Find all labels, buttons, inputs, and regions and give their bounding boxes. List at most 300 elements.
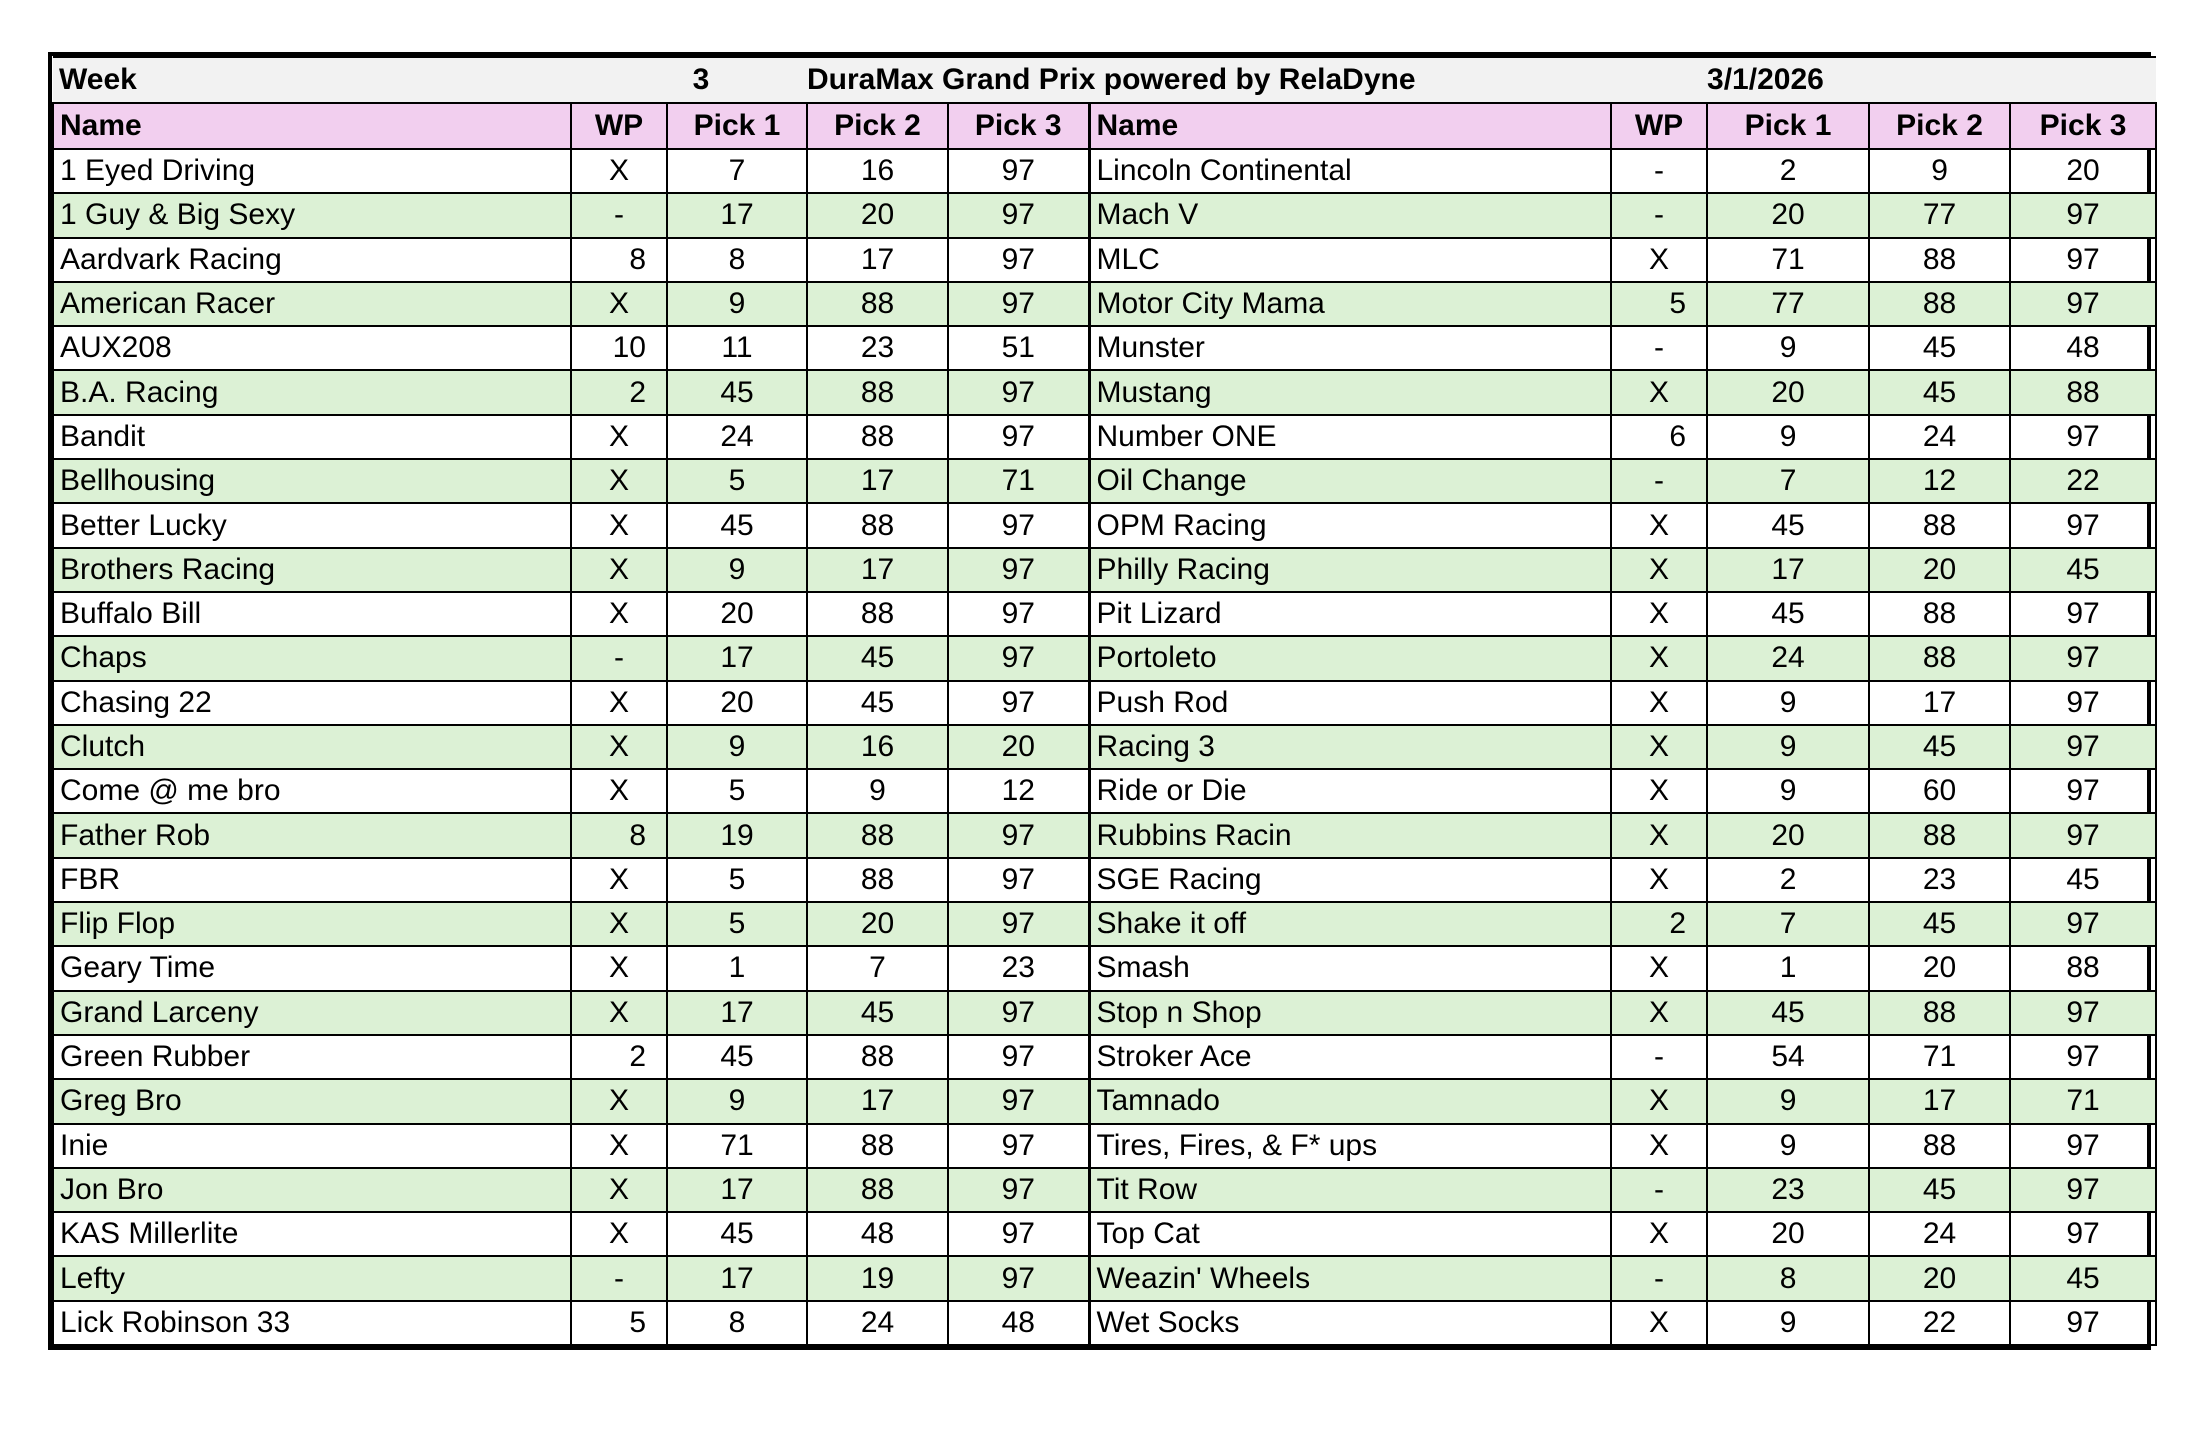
- pick1-cell: 9: [1707, 326, 1869, 370]
- wp-cell: X: [1611, 681, 1707, 725]
- wp-cell: X: [571, 681, 667, 725]
- pick2-cell: 45: [807, 636, 948, 680]
- pick3-cell: 45: [2010, 858, 2156, 902]
- pick1-cell: 17: [1707, 548, 1869, 592]
- wp-cell: X: [1611, 548, 1707, 592]
- table-row: [53, 503, 2156, 547]
- pick1-cell: 9: [667, 282, 807, 326]
- table-row: [53, 813, 2156, 857]
- pick3-cell: 97: [948, 991, 1089, 1035]
- pick2-cell: 88: [807, 858, 948, 902]
- picks-spreadsheet: [48, 52, 2151, 1350]
- team-name: Portoleto: [1089, 636, 1611, 680]
- pick1-cell: 24: [667, 415, 807, 459]
- pick2-cell: 88: [807, 370, 948, 414]
- pick1-cell: 54: [1707, 1035, 1869, 1079]
- pick3-cell: 97: [2010, 238, 2156, 282]
- team-name: Tamnado: [1089, 1079, 1611, 1123]
- pick1-cell: 20: [1707, 813, 1869, 857]
- pick3-cell: 88: [2010, 946, 2156, 990]
- pick1-cell: 20: [667, 681, 807, 725]
- pick2-cell: 77: [1869, 193, 2010, 237]
- team-name: Chasing 22: [53, 681, 571, 725]
- table-row: [53, 592, 2156, 636]
- pick2-cell: 20: [1869, 946, 2010, 990]
- team-name: Ride or Die: [1089, 769, 1611, 813]
- pick2-cell: 88: [1869, 282, 2010, 326]
- pick3-cell: 97: [2010, 503, 2156, 547]
- pick3-cell: 97: [948, 238, 1089, 282]
- team-name: Top Cat: [1089, 1212, 1611, 1256]
- table-row: [53, 1035, 2156, 1079]
- wp-cell: 8: [571, 238, 667, 282]
- pick1-cell: 9: [1707, 415, 1869, 459]
- wp-cell: X: [1611, 769, 1707, 813]
- pick2-cell: 17: [807, 548, 948, 592]
- wp-cell: X: [1611, 858, 1707, 902]
- team-name: Buffalo Bill: [53, 592, 571, 636]
- team-name: Grand Larceny: [53, 991, 571, 1035]
- wp-cell: 5: [571, 1301, 667, 1345]
- pick1-cell: 20: [1707, 193, 1869, 237]
- pick1-cell: 17: [667, 1168, 807, 1212]
- wp-cell: X: [571, 725, 667, 769]
- pick3-cell: 97: [948, 282, 1089, 326]
- pick3-cell: 45: [2010, 1256, 2156, 1300]
- wp-cell: X: [571, 946, 667, 990]
- team-name: Mustang: [1089, 370, 1611, 414]
- pick2-cell: 20: [807, 902, 948, 946]
- wp-cell: X: [1611, 813, 1707, 857]
- pick3-cell: 97: [948, 1212, 1089, 1256]
- wp-cell: -: [1611, 1168, 1707, 1212]
- table-row: [53, 902, 2156, 946]
- pick3-cell: 97: [948, 193, 1089, 237]
- pick3-cell: 88: [2010, 370, 2156, 414]
- pick3-cell: 20: [2010, 149, 2156, 193]
- wp-cell: X: [571, 858, 667, 902]
- team-name: Lick Robinson 33: [53, 1301, 571, 1345]
- team-name: Smash: [1089, 946, 1611, 990]
- pick1-cell: 45: [667, 503, 807, 547]
- pick1-cell: 5: [667, 902, 807, 946]
- pick2-cell: 71: [1869, 1035, 2010, 1079]
- pick2-cell: 45: [1869, 370, 2010, 414]
- pick1-cell: 20: [1707, 1212, 1869, 1256]
- wp-cell: X: [571, 902, 667, 946]
- wp-cell: X: [1611, 1301, 1707, 1345]
- pick3-cell: 97: [948, 592, 1089, 636]
- wp-cell: X: [571, 503, 667, 547]
- pick1-cell: 5: [667, 858, 807, 902]
- wp-cell: -: [571, 1256, 667, 1300]
- pick3-cell: 48: [948, 1301, 1089, 1345]
- pick2-cell: 23: [807, 326, 948, 370]
- pick3-cell: 97: [948, 1124, 1089, 1168]
- wp-cell: 2: [1611, 902, 1707, 946]
- pick2-cell: 88: [1869, 813, 2010, 857]
- pick1-cell: 45: [1707, 592, 1869, 636]
- pick3-cell: 97: [948, 1079, 1089, 1123]
- table-row: [53, 282, 2156, 326]
- pick3-cell: 97: [2010, 902, 2156, 946]
- pick2-cell: 23: [1869, 858, 2010, 902]
- table-row: [53, 946, 2156, 990]
- pick1-cell: 9: [1707, 681, 1869, 725]
- team-name: American Racer: [53, 282, 571, 326]
- team-name: Stop n Shop: [1089, 991, 1611, 1035]
- team-name: Greg Bro: [53, 1079, 571, 1123]
- header-wp-right: WP: [1611, 103, 1707, 149]
- pick2-cell: 17: [1869, 1079, 2010, 1123]
- pick2-cell: 45: [1869, 326, 2010, 370]
- pick1-cell: 24: [1707, 636, 1869, 680]
- pick3-cell: 97: [948, 1256, 1089, 1300]
- wp-cell: -: [571, 193, 667, 237]
- pick3-cell: 97: [2010, 1301, 2156, 1345]
- wp-cell: X: [1611, 725, 1707, 769]
- pick1-cell: 45: [667, 1212, 807, 1256]
- team-name: 1 Eyed Driving: [53, 149, 571, 193]
- team-name: Rubbins Racin: [1089, 813, 1611, 857]
- pick2-cell: 60: [1869, 769, 2010, 813]
- team-name: Chaps: [53, 636, 571, 680]
- pick1-cell: 1: [667, 946, 807, 990]
- pick1-cell: 5: [667, 769, 807, 813]
- pick1-cell: 45: [667, 370, 807, 414]
- table-row: [53, 1124, 2156, 1168]
- team-name: B.A. Racing: [53, 370, 571, 414]
- pick1-cell: 2: [1707, 149, 1869, 193]
- table-row: [53, 1256, 2156, 1300]
- pick2-cell: 88: [807, 282, 948, 326]
- pick1-cell: 17: [667, 636, 807, 680]
- pick3-cell: 97: [948, 902, 1089, 946]
- header-pick2-right: Pick 2: [1869, 103, 2010, 149]
- pick2-cell: 45: [1869, 902, 2010, 946]
- pick1-cell: 71: [1707, 238, 1869, 282]
- table-row: [53, 681, 2156, 725]
- team-name: Flip Flop: [53, 902, 571, 946]
- team-name: Munster: [1089, 326, 1611, 370]
- header-wp-left: WP: [571, 103, 667, 149]
- pick1-cell: 9: [1707, 769, 1869, 813]
- team-name: Tires, Fires, & F* ups: [1089, 1124, 1611, 1168]
- pick3-cell: 12: [948, 769, 1089, 813]
- title-row: [53, 57, 2156, 103]
- pick1-cell: 9: [667, 725, 807, 769]
- pick2-cell: 88: [807, 503, 948, 547]
- event-date: 3/1/2026: [1707, 57, 2156, 103]
- pick2-cell: 88: [807, 1035, 948, 1079]
- pick1-cell: 45: [1707, 991, 1869, 1035]
- pick2-cell: 9: [807, 769, 948, 813]
- wp-cell: X: [571, 1124, 667, 1168]
- pick2-cell: 88: [1869, 592, 2010, 636]
- pick1-cell: 9: [1707, 1301, 1869, 1345]
- pick1-cell: 5: [667, 459, 807, 503]
- pick2-cell: 24: [1869, 415, 2010, 459]
- header-pick1-right: Pick 1: [1707, 103, 1869, 149]
- pick2-cell: 16: [807, 149, 948, 193]
- pick2-cell: 17: [807, 238, 948, 282]
- pick3-cell: 97: [2010, 725, 2156, 769]
- table-row: [53, 149, 2156, 193]
- team-name: Brothers Racing: [53, 548, 571, 592]
- pick3-cell: 97: [948, 415, 1089, 459]
- pick1-cell: 71: [667, 1124, 807, 1168]
- pick1-cell: 19: [667, 813, 807, 857]
- pick3-cell: 71: [2010, 1079, 2156, 1123]
- wp-cell: X: [1611, 592, 1707, 636]
- table-row: [53, 370, 2156, 414]
- table-row: [53, 326, 2156, 370]
- pick2-cell: 9: [1869, 149, 2010, 193]
- table-row: [53, 858, 2156, 902]
- team-name: Number ONE: [1089, 415, 1611, 459]
- pick3-cell: 97: [948, 548, 1089, 592]
- pick3-cell: 97: [948, 681, 1089, 725]
- pick3-cell: 97: [948, 1035, 1089, 1079]
- wp-cell: X: [1611, 1212, 1707, 1256]
- pick1-cell: 11: [667, 326, 807, 370]
- pick1-cell: 45: [1707, 503, 1869, 547]
- pick1-cell: 9: [667, 548, 807, 592]
- pick2-cell: 45: [1869, 725, 2010, 769]
- pick2-cell: 20: [807, 193, 948, 237]
- pick3-cell: 97: [2010, 1212, 2156, 1256]
- pick1-cell: 9: [667, 1079, 807, 1123]
- wp-cell: X: [571, 592, 667, 636]
- pick2-cell: 88: [807, 813, 948, 857]
- table-row: [53, 459, 2156, 503]
- table-row: [53, 193, 2156, 237]
- team-name: SGE Racing: [1089, 858, 1611, 902]
- table-row: [53, 415, 2156, 459]
- pick1-cell: 8: [1707, 1256, 1869, 1300]
- team-name: Tit Row: [1089, 1168, 1611, 1212]
- wp-cell: X: [571, 149, 667, 193]
- pick1-cell: 17: [667, 193, 807, 237]
- pick2-cell: 17: [807, 1079, 948, 1123]
- pick1-cell: 1: [1707, 946, 1869, 990]
- wp-cell: -: [571, 636, 667, 680]
- wp-cell: X: [571, 282, 667, 326]
- pick2-cell: 88: [807, 592, 948, 636]
- wp-cell: X: [571, 548, 667, 592]
- pick2-cell: 12: [1869, 459, 2010, 503]
- header-pick3-right: Pick 3: [2010, 103, 2156, 149]
- pick2-cell: 24: [807, 1301, 948, 1345]
- team-name: Lefty: [53, 1256, 571, 1300]
- pick3-cell: 97: [948, 858, 1089, 902]
- pick3-cell: 97: [2010, 193, 2156, 237]
- pick3-cell: 97: [948, 149, 1089, 193]
- week-number: 3: [571, 57, 807, 103]
- pick3-cell: 97: [948, 636, 1089, 680]
- wp-cell: 8: [571, 813, 667, 857]
- team-name: Mach V: [1089, 193, 1611, 237]
- wp-cell: -: [1611, 149, 1707, 193]
- pick1-cell: 23: [1707, 1168, 1869, 1212]
- header-pick3-left: Pick 3: [948, 103, 1089, 149]
- pick2-cell: 88: [1869, 991, 2010, 1035]
- wp-cell: X: [1611, 636, 1707, 680]
- wp-cell: 5: [1611, 282, 1707, 326]
- team-name: OPM Racing: [1089, 503, 1611, 547]
- pick2-cell: 20: [1869, 548, 2010, 592]
- wp-cell: X: [571, 991, 667, 1035]
- pick2-cell: 45: [807, 991, 948, 1035]
- wp-cell: 6: [1611, 415, 1707, 459]
- pick2-cell: 88: [1869, 238, 2010, 282]
- pick2-cell: 88: [1869, 503, 2010, 547]
- pick3-cell: 97: [2010, 282, 2156, 326]
- pick2-cell: 88: [1869, 1124, 2010, 1168]
- wp-cell: X: [1611, 370, 1707, 414]
- pick2-cell: 22: [1869, 1301, 2010, 1345]
- pick3-cell: 97: [2010, 592, 2156, 636]
- table-row: [53, 1212, 2156, 1256]
- team-name: Push Rod: [1089, 681, 1611, 725]
- pick1-cell: 9: [1707, 725, 1869, 769]
- table-row: [53, 991, 2156, 1035]
- wp-cell: X: [571, 1212, 667, 1256]
- team-name: Oil Change: [1089, 459, 1611, 503]
- wp-cell: -: [1611, 459, 1707, 503]
- pick1-cell: 7: [1707, 459, 1869, 503]
- wp-cell: X: [571, 1168, 667, 1212]
- wp-cell: X: [1611, 1124, 1707, 1168]
- pick2-cell: 17: [807, 459, 948, 503]
- team-name: Inie: [53, 1124, 571, 1168]
- wp-cell: X: [571, 459, 667, 503]
- team-name: Father Rob: [53, 813, 571, 857]
- pick2-cell: 17: [1869, 681, 2010, 725]
- pick1-cell: 8: [667, 1301, 807, 1345]
- pick3-cell: 97: [948, 503, 1089, 547]
- wp-cell: -: [1611, 1256, 1707, 1300]
- team-name: Bellhousing: [53, 459, 571, 503]
- pick1-cell: 77: [1707, 282, 1869, 326]
- team-name: Philly Racing: [1089, 548, 1611, 592]
- pick3-cell: 20: [948, 725, 1089, 769]
- table-row: [53, 1301, 2156, 1345]
- team-name: Pit Lizard: [1089, 592, 1611, 636]
- team-name: FBR: [53, 858, 571, 902]
- team-name: Racing 3: [1089, 725, 1611, 769]
- team-name: Stroker Ace: [1089, 1035, 1611, 1079]
- event-title: DuraMax Grand Prix powered by RelaDyne: [807, 57, 1707, 103]
- wp-cell: X: [571, 415, 667, 459]
- wp-cell: X: [1611, 991, 1707, 1035]
- pick2-cell: 88: [807, 415, 948, 459]
- team-name: Better Lucky: [53, 503, 571, 547]
- pick3-cell: 97: [2010, 681, 2156, 725]
- team-name: Weazin' Wheels: [1089, 1256, 1611, 1300]
- pick3-cell: 51: [948, 326, 1089, 370]
- wp-cell: X: [1611, 503, 1707, 547]
- team-name: Shake it off: [1089, 902, 1611, 946]
- week-label: Week: [53, 57, 571, 103]
- wp-cell: X: [1611, 946, 1707, 990]
- pick2-cell: 88: [807, 1124, 948, 1168]
- picks-table: [52, 56, 2157, 1346]
- pick1-cell: 45: [667, 1035, 807, 1079]
- pick3-cell: 45: [2010, 548, 2156, 592]
- pick1-cell: 20: [1707, 370, 1869, 414]
- wp-cell: -: [1611, 193, 1707, 237]
- pick2-cell: 7: [807, 946, 948, 990]
- team-name: Geary Time: [53, 946, 571, 990]
- pick1-cell: 9: [1707, 1124, 1869, 1168]
- pick1-cell: 17: [667, 991, 807, 1035]
- wp-cell: X: [1611, 238, 1707, 282]
- header-name-left: Name: [53, 103, 571, 149]
- pick1-cell: 9: [1707, 1079, 1869, 1123]
- table-row: [53, 636, 2156, 680]
- pick2-cell: 88: [1869, 636, 2010, 680]
- pick3-cell: 97: [2010, 769, 2156, 813]
- pick3-cell: 23: [948, 946, 1089, 990]
- wp-cell: X: [571, 1079, 667, 1123]
- team-name: KAS Millerlite: [53, 1212, 571, 1256]
- team-name: MLC: [1089, 238, 1611, 282]
- wp-cell: -: [1611, 1035, 1707, 1079]
- team-name: Lincoln Continental: [1089, 149, 1611, 193]
- header-row: [53, 103, 2156, 149]
- pick3-cell: 71: [948, 459, 1089, 503]
- pick1-cell: 17: [667, 1256, 807, 1300]
- team-name: Wet Socks: [1089, 1301, 1611, 1345]
- pick2-cell: 88: [807, 1168, 948, 1212]
- pick2-cell: 19: [807, 1256, 948, 1300]
- team-name: 1 Guy & Big Sexy: [53, 193, 571, 237]
- wp-cell: 2: [571, 370, 667, 414]
- pick2-cell: 16: [807, 725, 948, 769]
- pick3-cell: 97: [948, 813, 1089, 857]
- pick2-cell: 20: [1869, 1256, 2010, 1300]
- team-name: AUX208: [53, 326, 571, 370]
- pick3-cell: 22: [2010, 459, 2156, 503]
- wp-cell: 10: [571, 326, 667, 370]
- header-name-right: Name: [1089, 103, 1611, 149]
- wp-cell: -: [1611, 326, 1707, 370]
- pick3-cell: 97: [2010, 1124, 2156, 1168]
- pick3-cell: 97: [2010, 813, 2156, 857]
- table-row: [53, 238, 2156, 282]
- team-name: Green Rubber: [53, 1035, 571, 1079]
- pick2-cell: 24: [1869, 1212, 2010, 1256]
- pick3-cell: 97: [2010, 1168, 2156, 1212]
- header-pick1-left: Pick 1: [667, 103, 807, 149]
- team-name: Come @ me bro: [53, 769, 571, 813]
- pick3-cell: 97: [948, 1168, 1089, 1212]
- pick2-cell: 45: [807, 681, 948, 725]
- team-name: Aardvark Racing: [53, 238, 571, 282]
- pick1-cell: 20: [667, 592, 807, 636]
- table-row: [53, 548, 2156, 592]
- pick1-cell: 2: [1707, 858, 1869, 902]
- table-row: [53, 725, 2156, 769]
- pick3-cell: 97: [2010, 991, 2156, 1035]
- pick3-cell: 97: [2010, 1035, 2156, 1079]
- table-row: [53, 1079, 2156, 1123]
- pick2-cell: 45: [1869, 1168, 2010, 1212]
- pick3-cell: 97: [2010, 415, 2156, 459]
- pick1-cell: 8: [667, 238, 807, 282]
- header-pick2-left: Pick 2: [807, 103, 948, 149]
